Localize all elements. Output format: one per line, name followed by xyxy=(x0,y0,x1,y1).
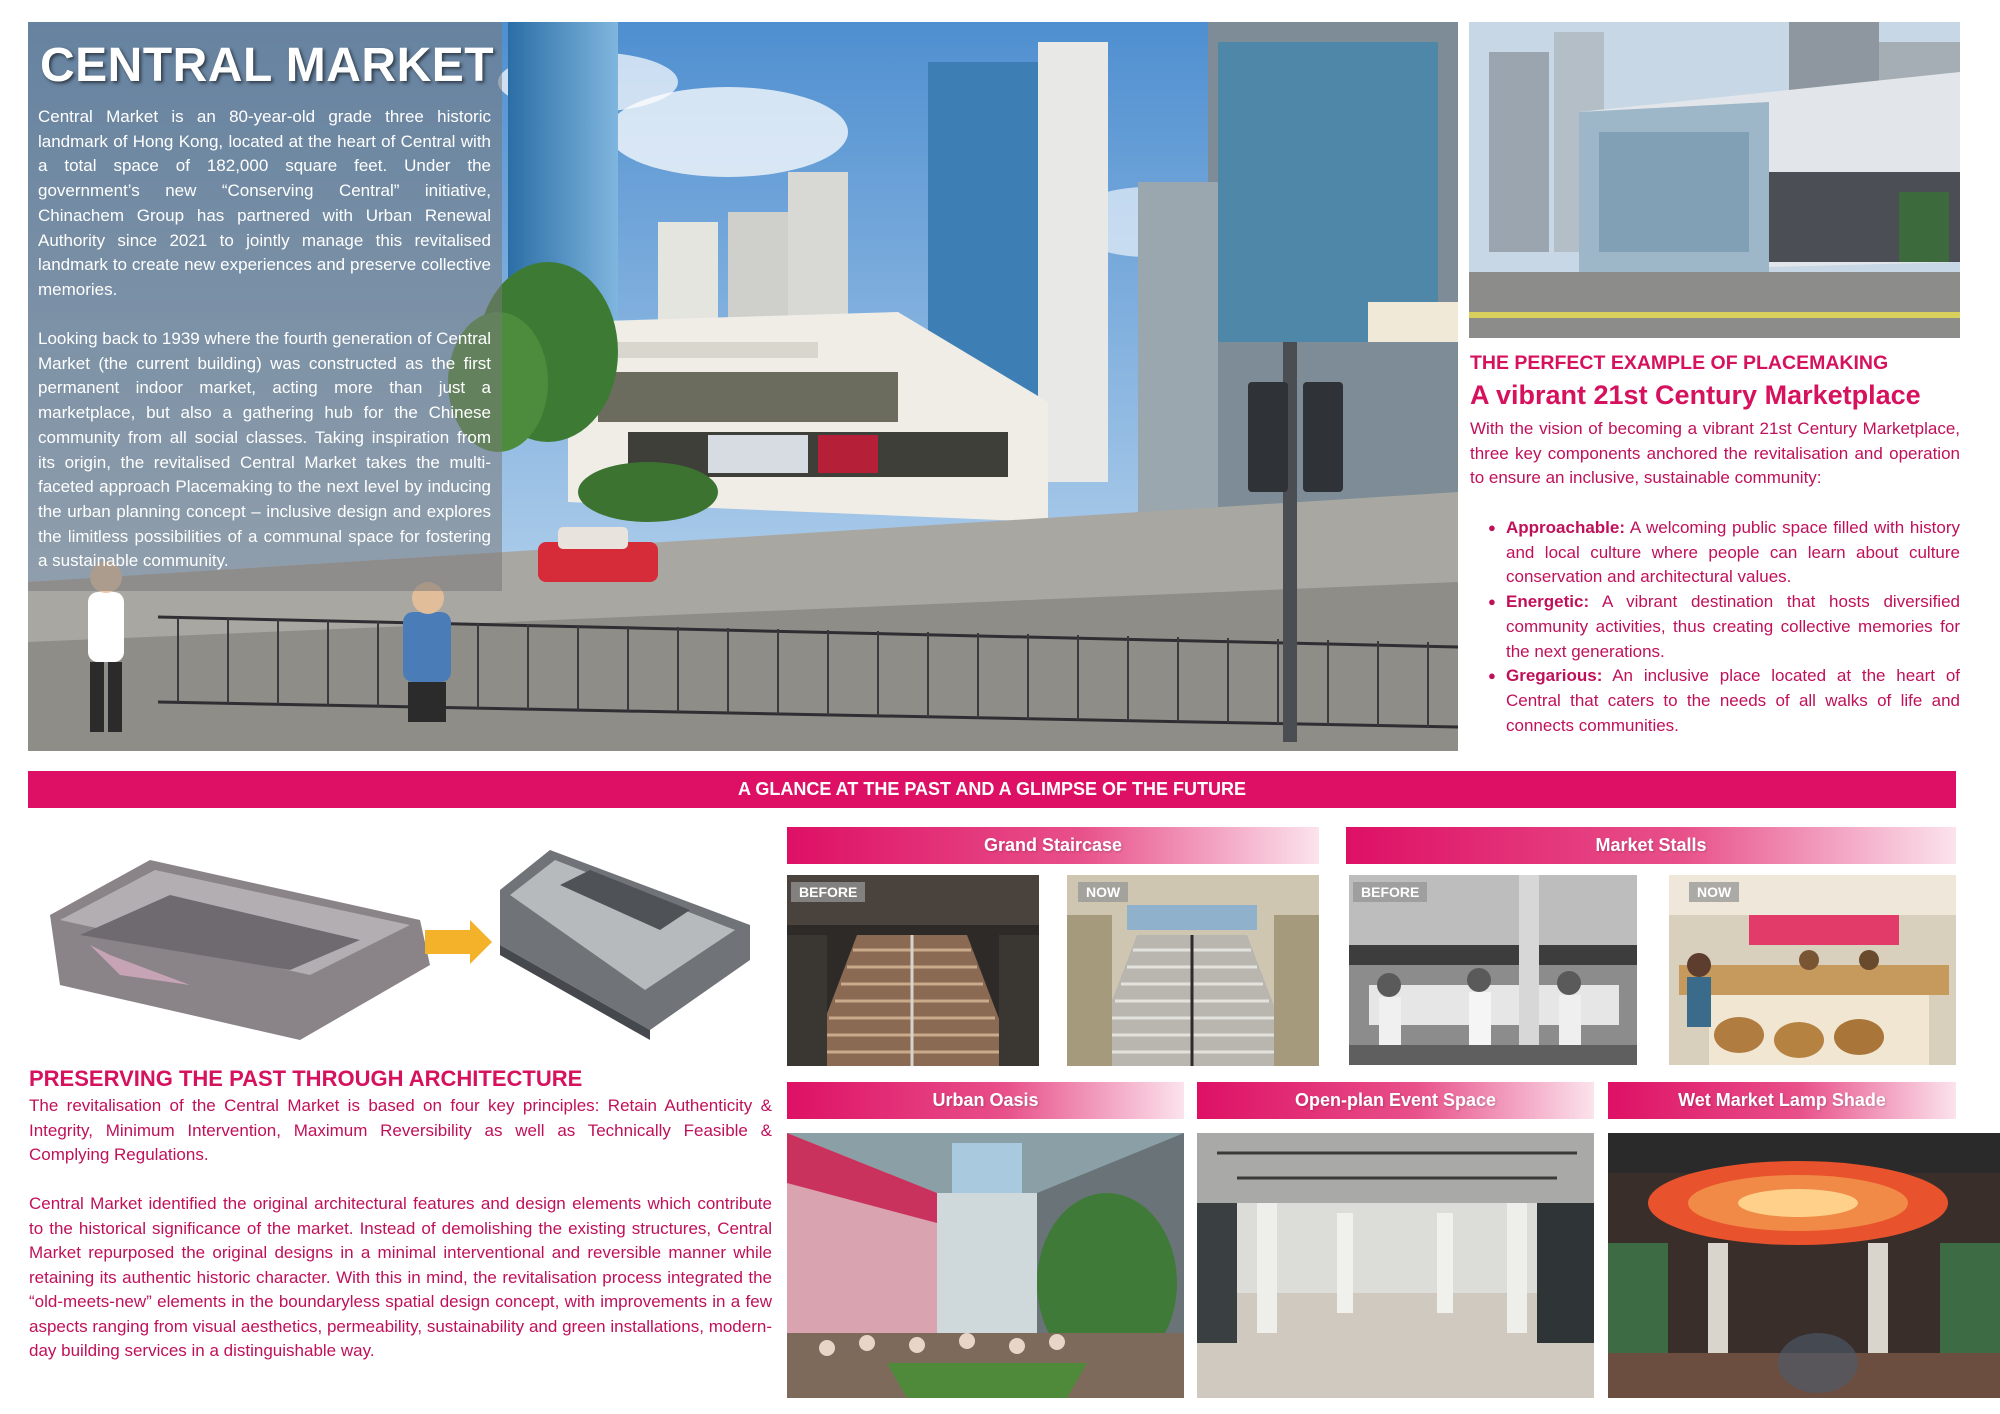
now-label: NOW xyxy=(1078,882,1128,902)
list-item: ● Energetic: A vibrant destination that hosts diversified community activities, thus creating collective memories for the next generations. xyxy=(1470,590,1960,664)
staircase-before-photo xyxy=(787,875,1039,1066)
placemaking-list xyxy=(1470,516,1960,738)
lamp-shade-photo xyxy=(1608,1133,2000,1398)
placemaking-intro: With the vision of becoming a vibrant 21st Century Marketplace, three key components anchored the revitalisation and operation to ensure an inclusive, sustainable community: xyxy=(1470,419,1960,488)
market-stalls-header: Market Stalls xyxy=(1346,827,1956,864)
hero-paragraph-intro: Central Market is an 80-year-old grade three historic landmark of Hong Kong, located at the heart of Central with a total space of 182,000 square feet. Under the government’s new “Conserving Central” initiative, Chinachem Group has partnered with Urban Renewal Authority since 2021 to jointly manage this revitalised landmark to create new experiences and preserve collective memories. xyxy=(38,107,491,299)
hero-paragraph-history: Looking back to 1939 where the fourth generation of Central Market (the current building) was constructed as the first permanent indoor market, acting more than just a marketplace, but also a gathering hub for the Chinese community from all social classes. Taking inspiration from its origin, the revitalised Central Market takes the multi-faceted approach Placemaking to the next level by inducing the urban planning concept – inclusive design and explores the limitless possibilities of a communal space for fostering a sustainable community. xyxy=(38,329,491,571)
now-label: NOW xyxy=(1689,882,1739,902)
architecture-model-illustration xyxy=(30,825,770,1055)
architecture-paragraph-principles: The revitalisation of the Central Market is based on four key principles: Retain Authenticity & Integrity, Minimum Intervention, Maximum Reversibility as well as Technically Feasible & Complying Regulations. xyxy=(29,1096,772,1164)
list-item: ● Gregarious: An inclusive place located at the heart of Central that caters to the needs of all walks of life and connects communities. xyxy=(1470,664,1960,738)
market-exterior-photo xyxy=(1469,22,1960,338)
staircase-now-photo xyxy=(1067,875,1319,1066)
event-space-header: Open-plan Event Space xyxy=(1197,1082,1594,1119)
page-title: CENTRAL MARKET xyxy=(40,39,495,92)
placemaking-kicker: THE PERFECT EXAMPLE OF PLACEMAKING xyxy=(1470,352,1889,374)
lamp-shade-header: Wet Market Lamp Shade xyxy=(1608,1082,1956,1119)
market-stalls-before-photo xyxy=(1349,875,1637,1065)
section-banner: A GLANCE AT THE PAST AND A GLIMPSE OF THE FUTURE xyxy=(28,771,1956,808)
event-space-photo xyxy=(1197,1133,1594,1398)
grand-staircase-header: Grand Staircase xyxy=(787,827,1319,864)
before-label: BEFORE xyxy=(1353,882,1427,902)
before-label: BEFORE xyxy=(791,882,865,902)
market-stalls-now-photo xyxy=(1669,875,1956,1065)
urban-oasis-photo xyxy=(787,1133,1184,1398)
placemaking-title: A vibrant 21st Century Marketplace xyxy=(1470,380,1921,410)
architecture-title: PRESERVING THE PAST THROUGH ARCHITECTURE xyxy=(29,1066,583,1091)
urban-oasis-header: Urban Oasis xyxy=(787,1082,1184,1119)
architecture-paragraph-approach: Central Market identified the original architectural features and design elements which contribute to the historical significance of the market. Instead of demolishing the existing structures, Central Market repurposed the original designs in a minimal interventional and reversible manner while retaining its authentic historic character. With this in mind, the revitalisation process integrated the “old-meets-new” elements in the boundaryless spatial design concept, with improvements in a few aspects ranging from visual aesthetics, permeability, sustainability and green installations, modern-day building services in a distinguishable way. xyxy=(29,1194,772,1360)
list-item: ● Approachable: A welcoming public space filled with history and local culture where people can learn about culture conservation and architectural values. xyxy=(1470,516,1960,590)
